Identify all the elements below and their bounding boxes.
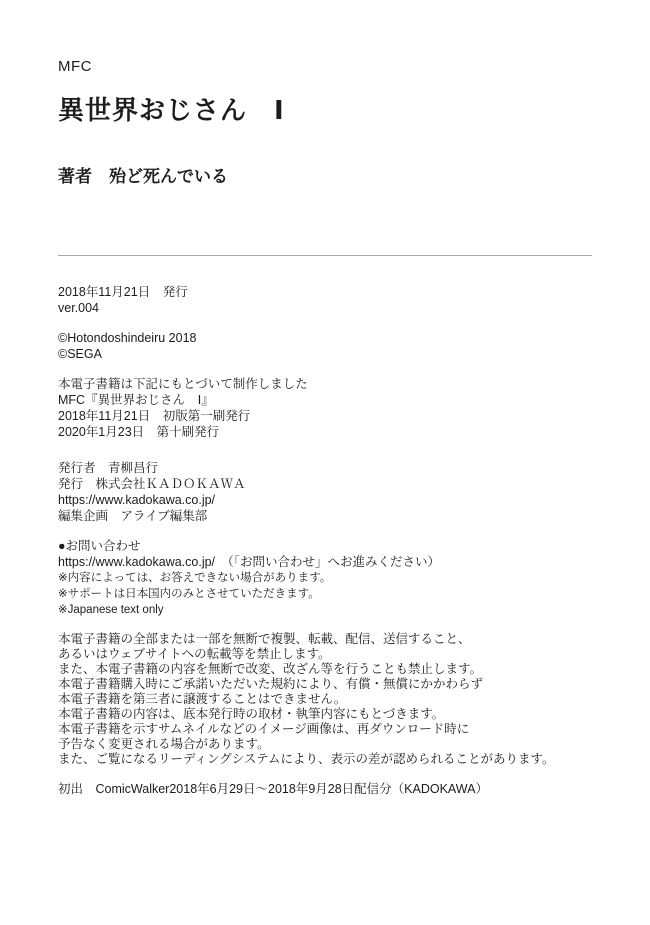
contact-heading: ●お問い合わせ: [58, 539, 141, 553]
colophon-body: [58, 284, 594, 797]
legal-notice-block: [58, 632, 594, 767]
text-line: ©Hotondoshindeiru 2018: [58, 331, 197, 345]
imprint-label: MFC: [58, 58, 92, 75]
text-line: 2020年1月23日 第十刷発行: [58, 425, 220, 439]
text-line: 2018年11月21日 発行: [58, 285, 188, 299]
book-title: 異世界おじさん Ⅰ: [58, 95, 285, 125]
author-line: 著者 殆ど死んでいる: [58, 167, 228, 186]
text-line: 本電子書籍の全部または一部を無断で複製、転載、配信、送信すること、: [58, 632, 471, 646]
contact-notes: [58, 570, 594, 618]
text-line: ver.004: [58, 301, 100, 315]
text-line: 本電子書籍を第三者に譲渡することはできません。: [58, 692, 347, 706]
text-line: ※サポートは日本国内のみとさせていただきます。: [58, 588, 320, 600]
production-basis-block: [58, 376, 594, 440]
text-line: また、本電子書籍の内容を無断で改変、改ざん等を行うことも禁止します。: [58, 662, 483, 676]
edition-block: [58, 284, 594, 316]
first-publication-line: 初出 ComicWalker2018年6月29日～2018年9月28日配信分（KADOKAWA）: [58, 782, 488, 796]
text-line: ※Japanese text only: [58, 604, 164, 616]
text-line[interactable]: https://www.kadokawa.co.jp/: [58, 493, 216, 507]
text-line: 発行者 青柳昌行: [58, 461, 159, 475]
text-line: 本電子書籍の内容は、底本発行時の取材・執筆内容にもとづきます。: [58, 707, 445, 721]
text-line: あるいはウェブサイトへの転載等を禁止します。: [58, 647, 331, 661]
text-line: 本電子書籍を示すサムネイルなどのイメージ画像は、再ダウンロード時に: [58, 722, 470, 736]
text-line: 本電子書籍は下記にもとづいて制作しました: [58, 377, 308, 391]
text-line: 発行 株式会社ＫＡＤＯＫＡＷＡ: [58, 477, 246, 491]
text-line: 本電子書籍購入時にご承諾いただいた規約により、有償・無償にかかわらず: [58, 677, 484, 691]
text-line: MFC『異世界おじさん Ⅰ』: [58, 393, 214, 407]
contact-url-line[interactable]: https://www.kadokawa.co.jp/ （「お問い合わせ」へお進みください）: [58, 555, 441, 569]
text-line: 編集企画 アライブ編集部: [58, 509, 208, 523]
text-line: 2018年11月21日 初版第一刷発行: [58, 409, 251, 423]
text-line: また、ご覧になるリーディングシステムにより、表示の差が認められることがあります。: [58, 752, 555, 766]
divider-rule: [58, 255, 592, 256]
text-line: 予告なく変更される場合があります。: [58, 737, 270, 751]
copyright-block: [58, 330, 594, 362]
text-line: ©SEGA: [58, 347, 102, 361]
contact-section: [58, 538, 594, 618]
text-line: ※内容によっては、お答えできない場合があります。: [58, 572, 332, 584]
publisher-block: [58, 460, 594, 524]
